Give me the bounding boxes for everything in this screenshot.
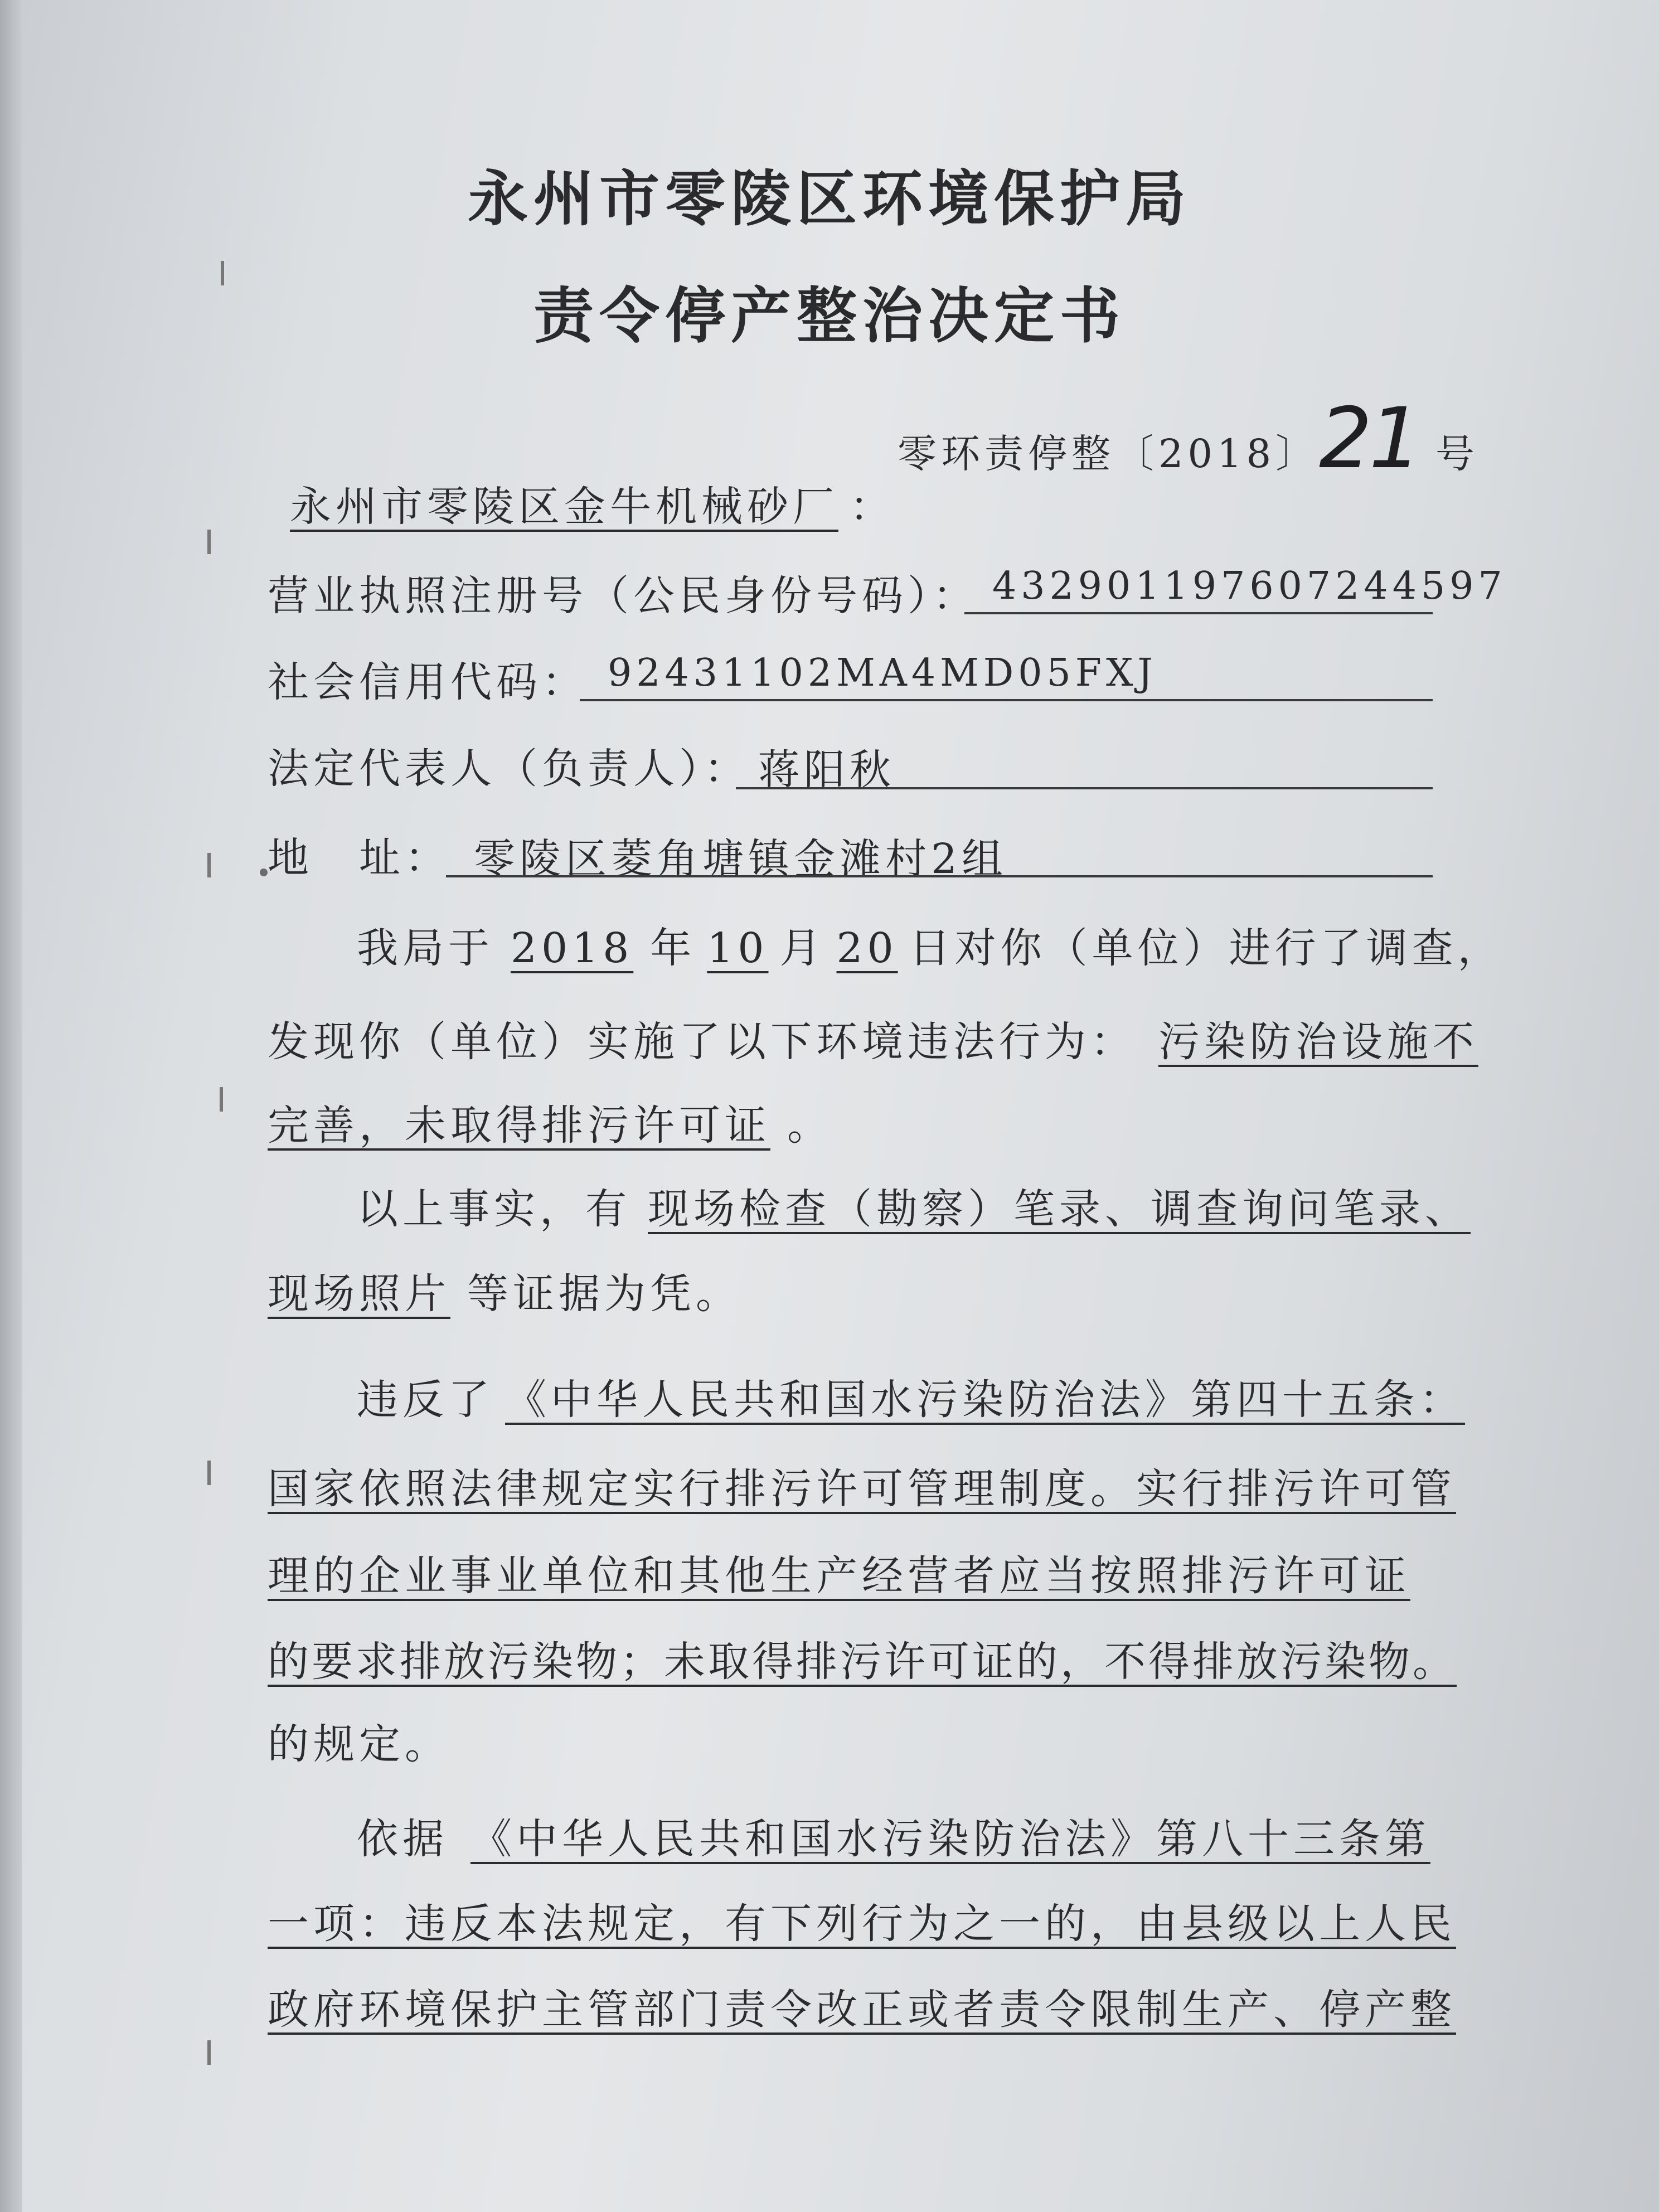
violation-line-2 (268, 1093, 833, 1152)
license-label: 营业执照注册号（公民身份号码）： (268, 572, 978, 620)
margin-mark (220, 1087, 223, 1112)
law-text-line: 的要求排放污染物；未取得排污许可证的，不得排放污染物。 (268, 1638, 1457, 1686)
law-text-line: 国家依照法律规定实行排污许可管理制度。实行排污许可管 (268, 1465, 1456, 1513)
text-span: 年 (650, 924, 696, 972)
investigation-day: 20 (836, 924, 898, 972)
reference-number (898, 390, 1479, 487)
agency-title: 永州市零陵区环境保护局 (467, 164, 1191, 234)
legal-rep-field (268, 736, 750, 795)
handwritten-number: 21 (1319, 390, 1419, 487)
basis-text-line: 政府环境保护主管部门责令改正或者责令限制生产、停产整 (268, 1986, 1456, 2034)
evidence-list: 现场检查（勘察）笔录、调查询问笔录、 (648, 1185, 1471, 1233)
margin-mark (207, 530, 211, 554)
violation-line-1 (268, 1009, 1478, 1068)
recipient-line (268, 474, 895, 533)
basis-law-line-1 (357, 1806, 1430, 1865)
basis-law: 《中华人民共和国水污染防治法》第八十三条第 (470, 1815, 1430, 1863)
license-field (268, 563, 978, 622)
address-value: 零陵区菱角塘镇金滩村2组 (474, 835, 1008, 883)
law-text-end: 的规定。 (268, 1720, 450, 1768)
evidence-line-2 (268, 1261, 741, 1320)
text-span: 。 (787, 1102, 833, 1149)
violated-law: 《中华人民共和国水污染防治法》第四十五条： (505, 1376, 1465, 1424)
text-span: 月 (779, 924, 826, 972)
text-span: 违反了 (357, 1376, 494, 1424)
address-field (268, 825, 450, 884)
recipient-name: 永州市零陵区金牛机械砂厂 (290, 483, 838, 531)
margin-mark (260, 869, 268, 876)
recipient-colon: ： (850, 483, 895, 531)
credit-code-field (268, 649, 588, 709)
law-text-line: 理的企业事业单位和其他生产经营者应当按照排污许可证 (268, 1552, 1410, 1600)
credit-code-label: 社会信用代码： (268, 658, 588, 706)
text-span: 以上事实，有 (357, 1185, 631, 1233)
evidence-line-1 (357, 1176, 1471, 1235)
evidence-list: 现场照片 (268, 1270, 450, 1318)
legal-rep-label: 法定代表人（负责人）： (268, 745, 750, 793)
license-underline (964, 612, 1433, 614)
document-title: 责令停产整治决定书 (533, 281, 1126, 351)
reference-prefix: 零环责停整〔2018〕 (898, 431, 1320, 477)
margin-mark (207, 853, 211, 877)
legal-rep-underline (736, 787, 1433, 789)
violation-text: 完善，未取得排污许可证 (268, 1102, 770, 1149)
basis-text-line: 一项：违反本法规定，有下列行为之一的，由县级以上人民 (268, 1900, 1456, 1948)
text-span: 日对你（单位）进行了调查， (909, 924, 1503, 972)
address-underline (446, 875, 1433, 877)
text-span: 发现你（单位）实施了以下环境违法行为： (268, 1018, 1136, 1066)
investigation-sentence (357, 915, 1503, 974)
margin-mark (207, 1461, 211, 1485)
reference-suffix: 号 (1435, 431, 1479, 477)
credit-code-value: 92431102MA4MD05FXJ (608, 651, 1157, 695)
margin-mark (207, 2040, 211, 2065)
license-value: 432901197607244597 (992, 564, 1507, 608)
violated-law-line-1 (357, 1367, 1465, 1426)
credit-code-underline (580, 699, 1433, 701)
text-span: 等证据为凭。 (467, 1270, 741, 1318)
text-span: 依据 (357, 1815, 448, 1863)
violation-text: 污染防治设施不 (1158, 1018, 1478, 1066)
address-label: 地 址： (268, 834, 450, 882)
text-span: 我局于 (357, 924, 494, 972)
investigation-month: 10 (707, 924, 769, 972)
investigation-year: 2018 (511, 924, 634, 972)
legal-rep-value: 蒋阳秋 (758, 746, 895, 794)
